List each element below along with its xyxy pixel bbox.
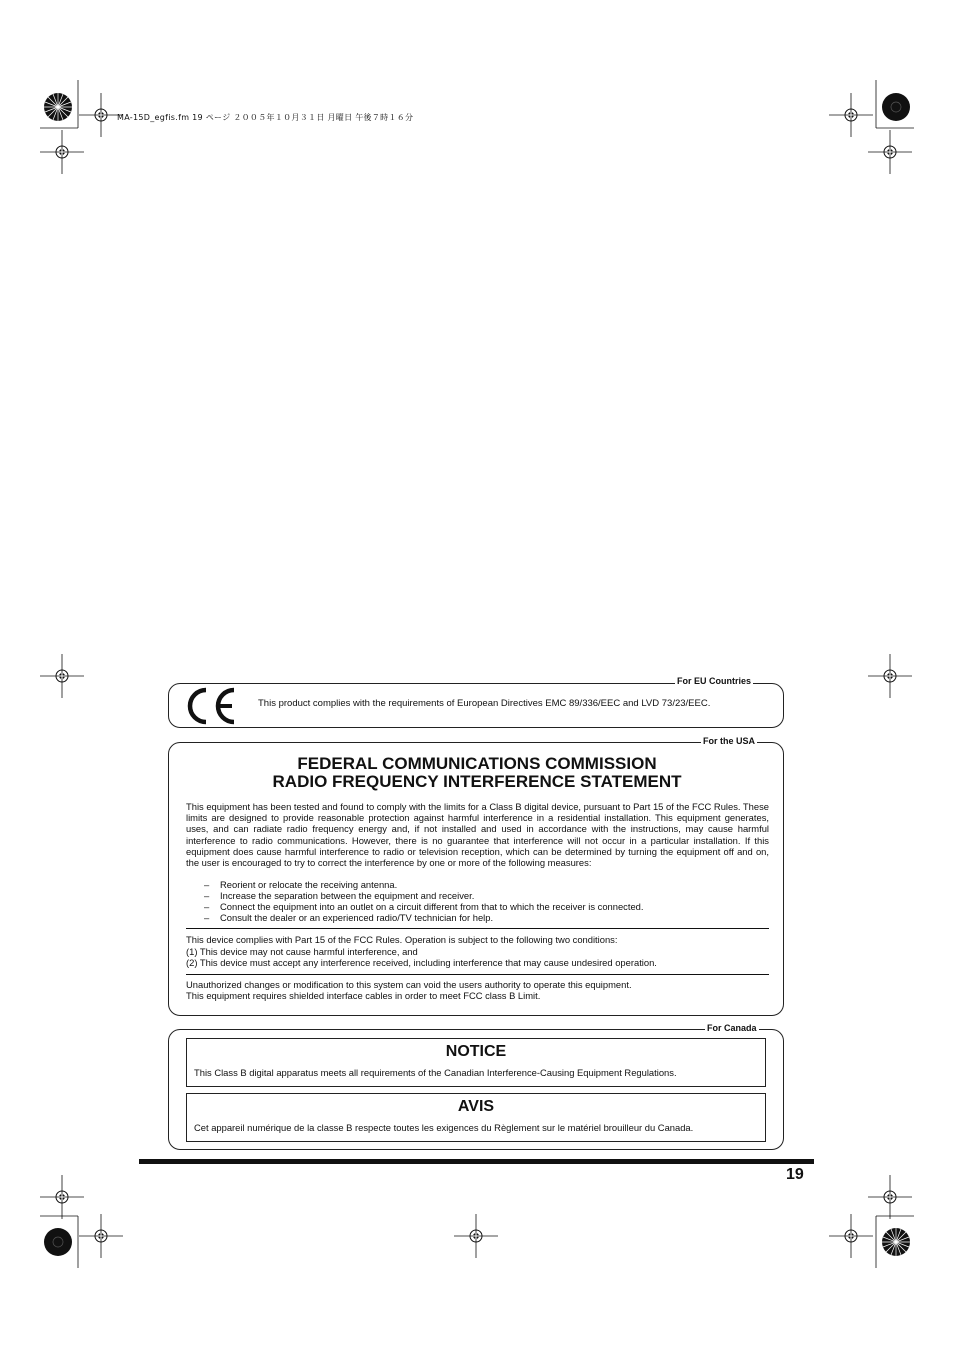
fcc-warning-1: Unauthorized changes or modification to this system can void the users authority to operate this equipment.	[186, 979, 632, 990]
list-item: – Consult the dealer or an experienced radio/TV technician for help.	[204, 912, 494, 923]
canada-label: For Canada	[707, 1023, 757, 1033]
registration-mark-icon	[40, 130, 84, 174]
starburst-target-icon	[882, 1228, 910, 1256]
fcc-paragraph: This equipment has been tested and found to comply with the limits for a Class B digital device, pursuant to Part 15 of the FCC Rules. These limits are designed to provide reasonable protection against harmful interference in a residential installation. This equipment generates, uses, and can radiate radio frequency energy and, if not installed and used in accordance with the instructions, may cause harmful interference to radio communications. However, there is no guarantee that interference will not occur in a particular installation. If this equipment does cause harmful interference to radio or television reception, which can be determined by turning the equipment off and on, the user is encouraged to try to correct the interference by one or more of the following measures:	[186, 801, 769, 869]
list-item: – Reorient or relocate the receiving antenna.	[204, 879, 398, 890]
notice-box	[186, 1038, 766, 1087]
starburst-target-icon	[882, 93, 910, 121]
usa-label: For the USA	[703, 736, 756, 746]
registration-mark-icon	[868, 130, 912, 174]
eu-label: For EU Countries	[677, 676, 752, 686]
notice-title: NOTICE	[445, 1043, 507, 1060]
avis-box	[186, 1093, 766, 1142]
avis-title: AVIS	[457, 1098, 495, 1115]
registration-mark-icon	[40, 1175, 84, 1219]
starburst-target-icon	[44, 93, 72, 121]
fcc-condition-2: (2) This device must accept any interference received, including interference that may cause undesired operation.	[186, 957, 657, 968]
eu-label-line	[285, 683, 675, 684]
canada-label-line	[285, 1029, 705, 1030]
fcc-title-line2: RADIO FREQUENCY INTERFERENCE STATEMENT	[272, 772, 682, 791]
file-info-header: MA-15D_egfis.fm 19 ページ ２００５年１０月３１日 月曜日 午後７時１６分	[117, 113, 414, 122]
avis-text: Cet appareil numérique de la classe B respecte toutes les exigences du Règlement sur le matériel brouilleur du Canada.	[194, 1122, 694, 1133]
notice-text: This Class B digital apparatus meets all requirements of the Canadian Interference-Causing Equipment Regulations.	[194, 1067, 677, 1078]
fcc-compliance-intro: This device complies with Part 15 of the FCC Rules. Operation is subject to the following two conditions:	[186, 934, 618, 945]
registration-mark-icon	[40, 654, 84, 698]
registration-mark-icon	[868, 1175, 912, 1219]
fcc-measures-list	[204, 879, 764, 923]
ce-mark-icon	[184, 686, 240, 726]
registration-mark-icon	[829, 1214, 873, 1258]
starburst-target-icon	[44, 1228, 72, 1256]
section-divider	[186, 974, 769, 975]
footer-rule	[139, 1159, 814, 1164]
fcc-warning-2: This equipment requires shielded interface cables in order to meet FCC class B Limit.	[186, 990, 541, 1001]
section-divider	[186, 928, 769, 929]
fcc-title-line1: FEDERAL COMMUNICATIONS COMMISSION	[297, 754, 657, 773]
eu-compliance-text: This product complies with the requirements of European Directives EMC 89/336/EEC and LVD 73/23/EEC.	[258, 698, 711, 709]
list-item: – Connect the equipment into an outlet on a circuit different from that to which the receiver is connected.	[204, 901, 644, 912]
registration-mark-icon	[829, 93, 873, 137]
fcc-condition-1: (1) This device may not cause harmful interference, and	[186, 946, 418, 957]
usa-label-line	[285, 742, 701, 743]
registration-mark-icon	[454, 1214, 498, 1258]
page-number: 19	[786, 1166, 804, 1183]
list-item: – Increase the separation between the equipment and receiver.	[204, 890, 475, 901]
registration-mark-icon	[79, 1214, 123, 1258]
registration-mark-icon	[868, 654, 912, 698]
